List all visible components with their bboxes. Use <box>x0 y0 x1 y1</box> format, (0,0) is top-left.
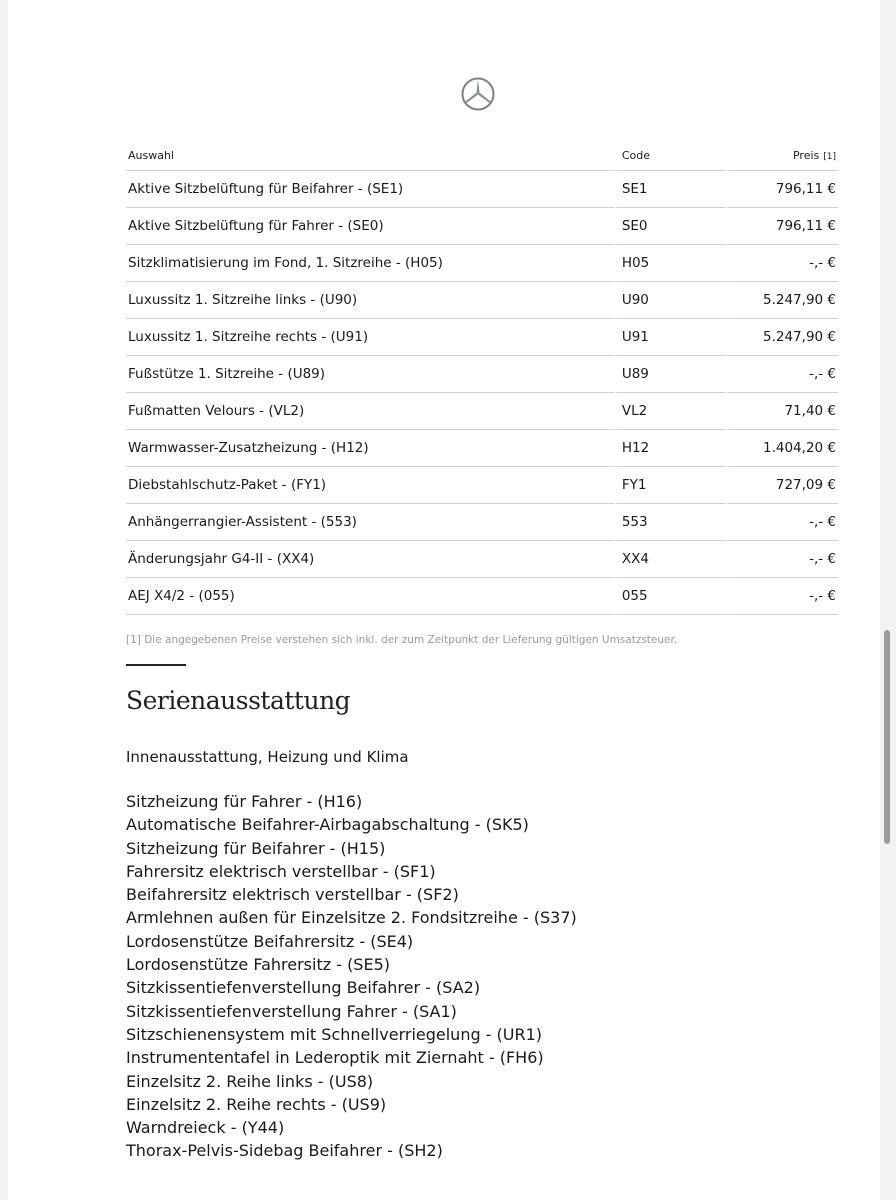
price-footnote-ref: [1] <box>823 151 836 162</box>
option-name: Aktive Sitzbelüftung für Fahrer - (SE0) <box>126 208 614 245</box>
option-code: FY1 <box>614 467 725 504</box>
option-code: H12 <box>614 430 725 467</box>
table-row <box>126 319 838 356</box>
price-footnote: [1] Die angegebenen Preise verstehen sich inkl. der zum Zeitpunkt der Lieferung gültigen Umsatzsteuer. <box>126 634 678 646</box>
column-header-price <box>725 140 838 171</box>
list-item: Beifahrersitz elektrisch verstellbar - (SF2) <box>126 885 459 905</box>
option-price: -,- € <box>725 356 838 393</box>
standard-equipment-list <box>126 790 577 1163</box>
option-code: H05 <box>614 245 725 282</box>
subsection-title: Innenausstattung, Heizung und Klima <box>126 748 409 766</box>
list-item: Sitzkissentiefenverstellung Fahrer - (SA1) <box>126 1001 457 1021</box>
option-price: -,- € <box>725 245 838 282</box>
list-item: Fahrersitz elektrisch verstellbar - (SF1) <box>126 861 436 881</box>
list-item: Armlehnen außen für Einzelsitze 2. Fondsitzreihe - (S37) <box>126 908 577 928</box>
table-row <box>126 578 838 615</box>
table-row <box>126 245 838 282</box>
option-name: AEJ X4/2 - (055) <box>126 578 614 615</box>
column-header-code: Code <box>614 140 725 171</box>
option-code: VL2 <box>614 393 725 430</box>
option-code: 055 <box>614 578 725 615</box>
option-name: Warmwasser-Zusatzheizung - (H12) <box>126 430 614 467</box>
option-name: Sitzklimatisierung im Fond, 1. Sitzreihe - (H05) <box>126 245 614 282</box>
option-code: U90 <box>614 282 725 319</box>
table-row <box>126 356 838 393</box>
list-item: Lordosenstütze Fahrersitz - (SE5) <box>126 955 390 975</box>
table-row <box>126 208 838 245</box>
option-name: Anhängerrangier-Assistent - (553) <box>126 504 614 541</box>
option-code: U89 <box>614 356 725 393</box>
three-pointed-star-logo-icon <box>460 76 496 112</box>
table-row <box>126 393 838 430</box>
option-price: 796,11 € <box>725 171 838 208</box>
option-code: 553 <box>614 504 725 541</box>
option-price: 796,11 € <box>725 208 838 245</box>
table-header-row <box>126 140 838 171</box>
list-item: Thorax-Pelvis-Sidebag Beifahrer - (SH2) <box>126 1141 443 1161</box>
table-row <box>126 171 838 208</box>
section-divider <box>126 664 186 666</box>
list-item: Warndreieck - (Y44) <box>126 1118 285 1138</box>
list-item: Sitzheizung für Fahrer - (H16) <box>126 792 363 811</box>
option-code: SE1 <box>614 171 725 208</box>
list-item: Lordosenstütze Beifahrersitz - (SE4) <box>126 931 414 951</box>
table-row <box>126 430 838 467</box>
option-name: Luxussitz 1. Sitzreihe rechts - (U91) <box>126 319 614 356</box>
list-item: Instrumententafel in Lederoptik mit Ziernaht - (FH6) <box>126 1048 544 1068</box>
option-price: -,- € <box>725 541 838 578</box>
table-row <box>126 504 838 541</box>
option-name: Diebstahlschutz-Paket - (FY1) <box>126 467 614 504</box>
price-header-label: Preis <box>792 148 820 162</box>
option-code: U91 <box>614 319 725 356</box>
option-price: 1.404,20 € <box>725 430 838 467</box>
list-item: Sitzheizung für Beifahrer - (H15) <box>126 838 386 858</box>
options-table <box>126 140 838 615</box>
table-row <box>126 467 838 504</box>
scrollbar-thumb[interactable] <box>884 630 890 844</box>
list-item: Automatische Beifahrer-Airbagabschaltung - (SK5) <box>126 815 529 835</box>
table-row <box>126 541 838 578</box>
column-header-selection: Auswahl <box>126 140 614 171</box>
option-price: -,- € <box>725 504 838 541</box>
option-name: Fußstütze 1. Sitzreihe - (U89) <box>126 356 614 393</box>
option-name: Änderungsjahr G4-II - (XX4) <box>126 541 614 578</box>
section-title: Serienausstattung <box>126 686 351 715</box>
document-page <box>8 0 880 1200</box>
table-row <box>126 282 838 319</box>
option-price: 5.247,90 € <box>725 282 838 319</box>
list-item: Einzelsitz 2. Reihe rechts - (US9) <box>126 1094 387 1114</box>
option-price: 5.247,90 € <box>725 319 838 356</box>
option-name: Fußmatten Velours - (VL2) <box>126 393 614 430</box>
option-price: -,- € <box>725 578 838 615</box>
option-name: Luxussitz 1. Sitzreihe links - (U90) <box>126 282 614 319</box>
option-code: XX4 <box>614 541 725 578</box>
list-item: Sitzkissentiefenverstellung Beifahrer - (SA2) <box>126 978 481 998</box>
option-name: Aktive Sitzbelüftung für Beifahrer - (SE1) <box>126 171 614 208</box>
list-item: Einzelsitz 2. Reihe links - (US8) <box>126 1071 374 1091</box>
option-price: 727,09 € <box>725 467 838 504</box>
list-item: Sitzschienensystem mit Schnellverriegelung - (UR1) <box>126 1024 543 1044</box>
option-code: SE0 <box>614 208 725 245</box>
option-price: 71,40 € <box>725 393 838 430</box>
